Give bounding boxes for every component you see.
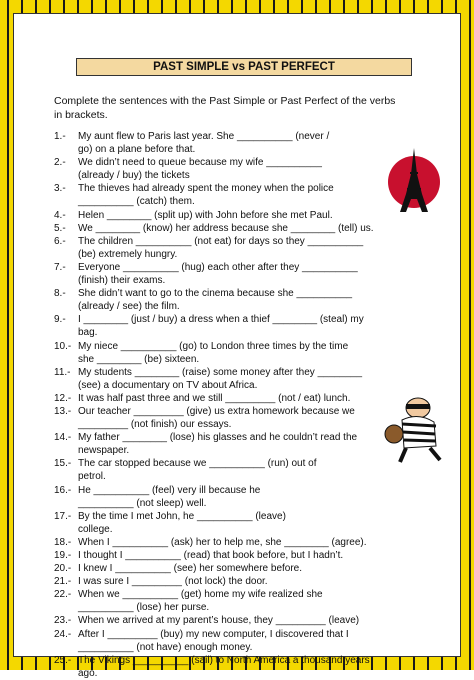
page-title: PAST SIMPLE vs PAST PERFECT bbox=[76, 58, 412, 76]
exercise-number: 18.- bbox=[54, 536, 72, 548]
exercise-sentence: After I _________ (buy) my new computer, I discovered that I __________ (not have) enough money. bbox=[78, 628, 349, 653]
exercise-item bbox=[54, 536, 424, 549]
exercise-number: 9.- bbox=[54, 314, 66, 326]
exercise-sentence: We didn’t need to queue because my wife __________ (already / buy) the tickets bbox=[78, 157, 322, 182]
exercise-sentence: I knew I __________ (see) her somewhere before. bbox=[78, 563, 303, 575]
exercise-sentence: The thieves had already spent the money when the police __________ (catch) them. bbox=[78, 183, 334, 208]
exercise-item bbox=[54, 654, 424, 680]
exercise-number: 22.- bbox=[54, 589, 72, 601]
exercise-item bbox=[54, 431, 424, 457]
exercise-item bbox=[54, 562, 424, 575]
exercise-number: 15.- bbox=[54, 458, 72, 470]
exercise-number: 1.- bbox=[54, 131, 66, 142]
exercise-number: 4.- bbox=[54, 209, 66, 221]
exercise-sentence: She didn’t want to go to the cinema because she __________ (already / see) the film. bbox=[78, 288, 353, 313]
exercise-sentence: He __________ (feel) very ill because he __________ (not sleep) well. bbox=[78, 484, 261, 509]
exercise-number: 5.- bbox=[54, 222, 66, 234]
exercise-number: 6.- bbox=[54, 235, 66, 247]
exercise-sentence: When we arrived at my parent’s house, they _________ (leave) bbox=[78, 615, 360, 627]
exercise-number: 13.- bbox=[54, 405, 72, 417]
exercise-number: 19.- bbox=[54, 550, 72, 561]
exercise-sentence: The Vikings __________ (sail) to North America a thousand years ago. bbox=[78, 654, 370, 679]
exercise-item bbox=[54, 261, 424, 287]
exercise-item bbox=[54, 209, 424, 222]
exercise-number: 8.- bbox=[54, 288, 66, 300]
exercise-item bbox=[54, 366, 424, 392]
exercise-sentence: Helen ________ (split up) with John before she met Paul. bbox=[78, 209, 333, 221]
exercise-sentence: It was half past three and we still _________ (not / eat) lunch. bbox=[78, 392, 351, 404]
exercise-item bbox=[54, 628, 424, 654]
instructions-text: Complete the sentences with the Past Simple or Past Perfect of the verbs in brackets. bbox=[54, 95, 396, 121]
exercise-item bbox=[54, 130, 424, 156]
exercise-sentence: Everyone __________ (hug) each other after they __________ (finish) their exams. bbox=[78, 261, 358, 287]
exercise-number: 16.- bbox=[54, 484, 72, 496]
exercise-item bbox=[54, 549, 424, 562]
exercise-number: 17.- bbox=[54, 510, 72, 522]
exercise-sentence: When we __________ (get) home my wife realized she __________ (lose) her purse. bbox=[78, 589, 323, 614]
exercise-sentence: My students ________ (raise) some money after they ________ (see) a documentary on TV about Africa. bbox=[78, 366, 363, 391]
exercise-number: 10.- bbox=[54, 340, 72, 352]
exercise-item bbox=[54, 222, 424, 235]
exercise-item bbox=[54, 340, 424, 366]
exercise-number: 3.- bbox=[54, 183, 66, 195]
exercise-sentence: The car stopped because we __________ (run) out of petrol. bbox=[78, 458, 317, 483]
exercise-item bbox=[54, 392, 424, 405]
exercise-sentence: I thought I __________ (read) that book before, but I hadn’t. bbox=[78, 550, 344, 561]
exercise-number: 2.- bbox=[54, 157, 66, 169]
exercise-sentence: When I __________ (ask) her to help me, she ________ (agree). bbox=[78, 536, 367, 548]
exercise-number: 20.- bbox=[54, 563, 72, 575]
exercise-number: 24.- bbox=[54, 628, 72, 640]
worksheet-content bbox=[14, 14, 460, 679]
exercise-sentence: My aunt flew to Paris last year. She __________ (never / go) on a plane before that. bbox=[78, 131, 330, 156]
exercise-number: 14.- bbox=[54, 432, 72, 444]
exercise-number: 12.- bbox=[54, 392, 72, 404]
exercise-item bbox=[54, 235, 424, 261]
thief-cartoon-icon bbox=[380, 394, 450, 464]
exercise-item bbox=[54, 614, 424, 627]
exercise-item bbox=[54, 575, 424, 588]
eiffel-tower-icon bbox=[384, 144, 444, 214]
exercise-item bbox=[54, 313, 424, 339]
exercise-item bbox=[54, 287, 424, 313]
exercise-sentence: My father ________ (lose) his glasses and he couldn’t read the newspaper. bbox=[78, 432, 358, 457]
exercise-number: 7.- bbox=[54, 261, 66, 273]
exercise-list bbox=[54, 130, 424, 680]
exercise-item bbox=[54, 588, 424, 614]
exercise-item bbox=[54, 510, 424, 536]
exercise-sentence: I was sure I _________ (not lock) the door. bbox=[78, 576, 268, 588]
exercise-item bbox=[54, 182, 424, 208]
exercise-number: 21.- bbox=[54, 576, 72, 588]
exercise-sentence: The children __________ (not eat) for days so they __________ (be) extremely hungry. bbox=[78, 235, 364, 260]
exercise-sentence: We ________ (know) her address because she ________ (tell) us. bbox=[78, 222, 374, 234]
exercise-number: 25.- bbox=[54, 654, 72, 666]
exercise-sentence: I ________ (just / buy) a dress when a thief ________ (steal) my bag. bbox=[78, 314, 364, 339]
exercise-item bbox=[54, 457, 424, 483]
exercise-sentence: My niece __________ (go) to London three times by the time she ________ (be) sixteen. bbox=[78, 340, 349, 365]
exercise-number: 11.- bbox=[54, 366, 71, 378]
exercise-item bbox=[54, 484, 424, 510]
exercise-item bbox=[54, 156, 424, 182]
exercise-item bbox=[54, 405, 424, 431]
exercise-sentence: Our teacher _________ (give) us extra homework because we _________ (not finish) our essays. bbox=[78, 405, 355, 431]
exercise-number: 23.- bbox=[54, 615, 72, 627]
exercise-sentence: By the time I met John, he __________ (leave) college. bbox=[78, 510, 286, 535]
